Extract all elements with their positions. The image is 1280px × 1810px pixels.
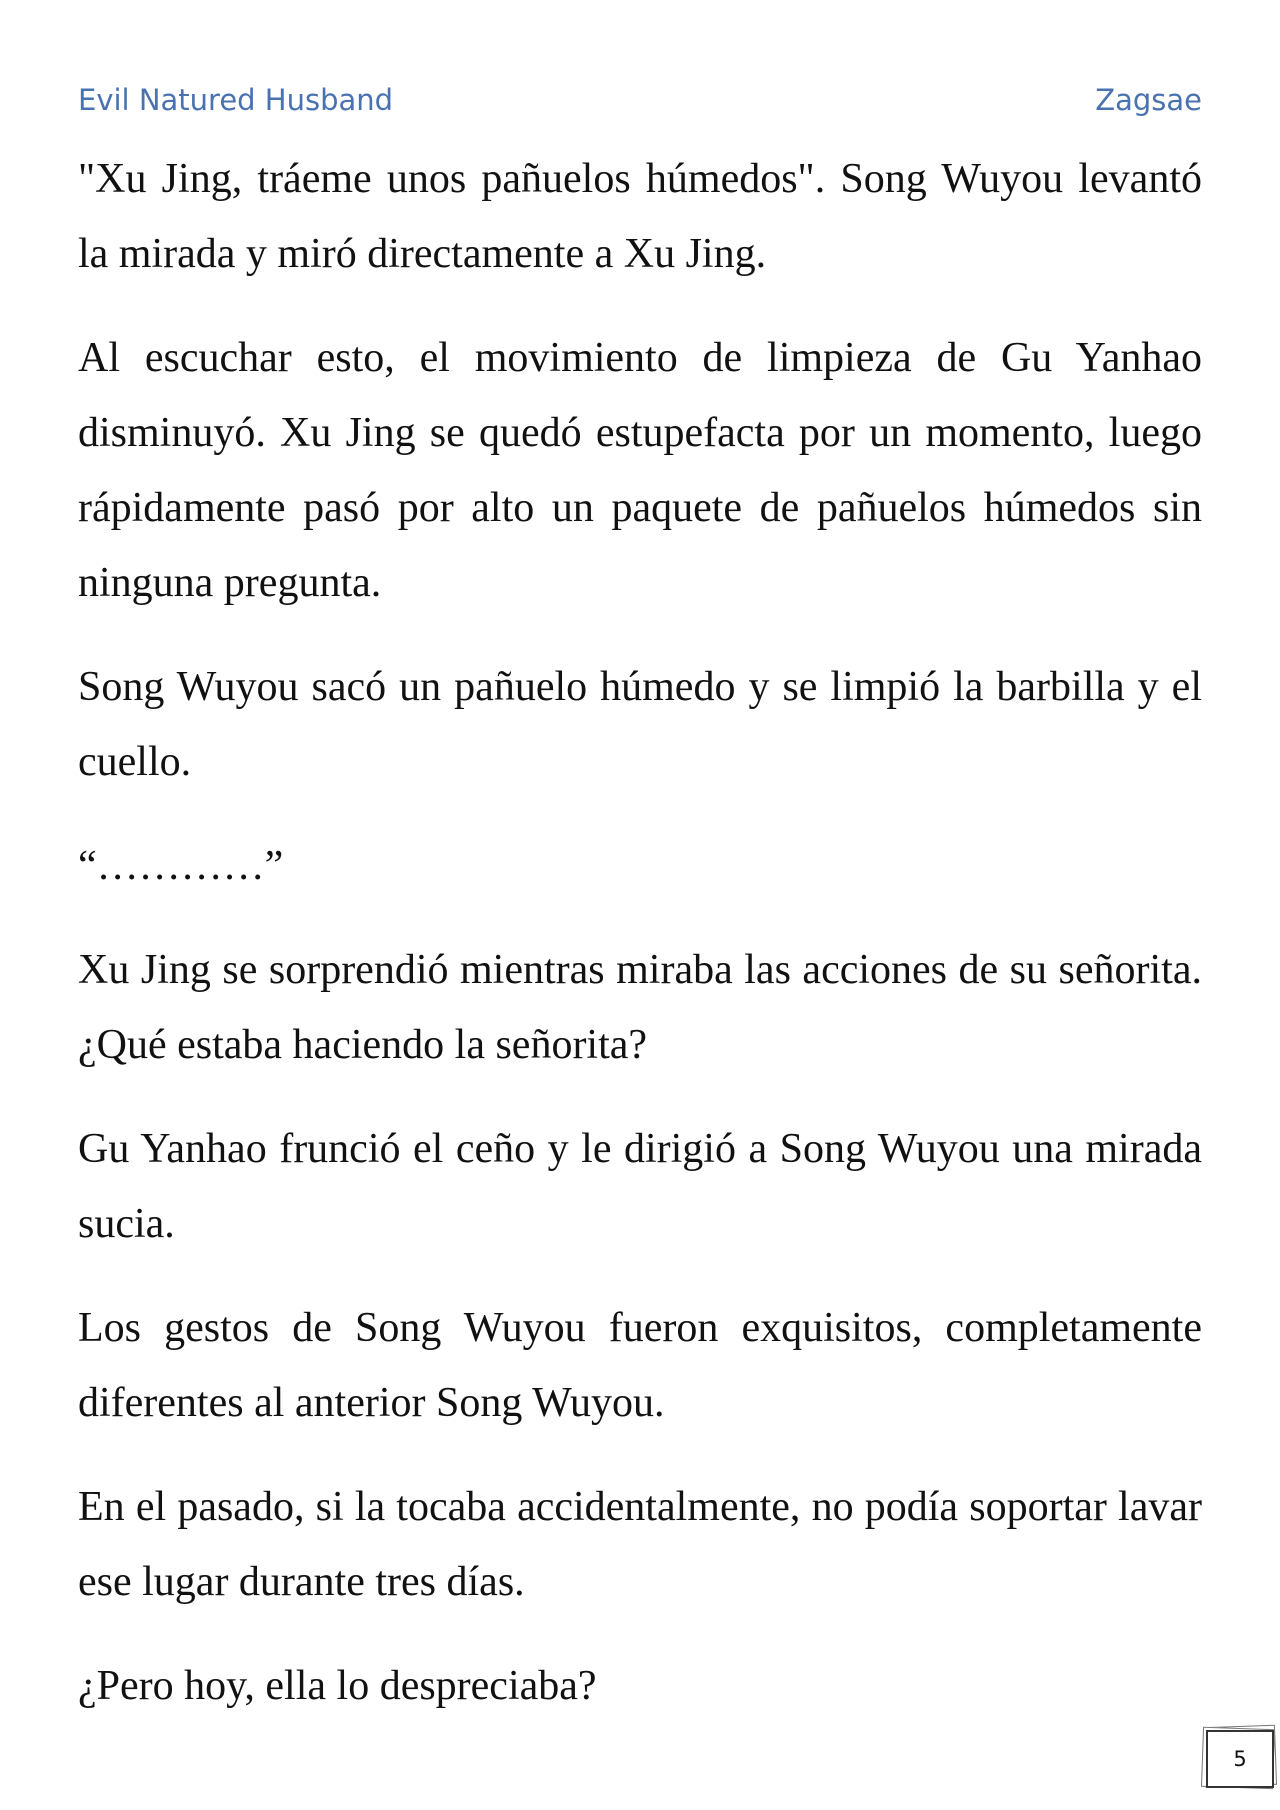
header-author: Zagsae: [1095, 83, 1202, 117]
page-number-badge: [1200, 1724, 1278, 1788]
paragraph: "Xu Jing, tráeme unos pañuelos húmedos". Song Wuyou levantó la mirada y miró directamente a Xu Jing.: [78, 156, 1202, 277]
paragraph: Xu Jing se sorprendió mientras miraba las acciones de su señorita. ¿Qué estaba haciendo la señorita?: [78, 947, 1202, 1068]
paragraph: Los gestos de Song Wuyou fueron exquisitos, completamente diferentes al anterior Song Wuyou.: [78, 1305, 1202, 1426]
paragraph: Song Wuyou sacó un pañuelo húmedo y se limpió la barbilla y el cuello.: [78, 664, 1202, 785]
page-number: 5: [1206, 1730, 1274, 1788]
paragraph: “…………”: [78, 843, 284, 889]
paragraph: Gu Yanhao frunció el ceño y le dirigió a Song Wuyou una mirada sucia.: [78, 1126, 1202, 1247]
document-body: [78, 142, 1202, 1753]
header-book-title: Evil Natured Husband: [78, 83, 394, 117]
paragraph: ¿Pero hoy, ella lo despreciaba?: [78, 1663, 597, 1709]
page-header: [78, 78, 1202, 122]
paragraph: En el pasado, si la tocaba accidentalmente, no podía soportar lavar ese lugar durante tres días.: [78, 1484, 1202, 1605]
paragraph: Al escuchar esto, el movimiento de limpieza de Gu Yanhao disminuyó. Xu Jing se quedó estupefacta por un momento, luego rápidamente pasó por alto un paquete de pañuelos húmedos sin ninguna pregunta.: [78, 335, 1202, 606]
